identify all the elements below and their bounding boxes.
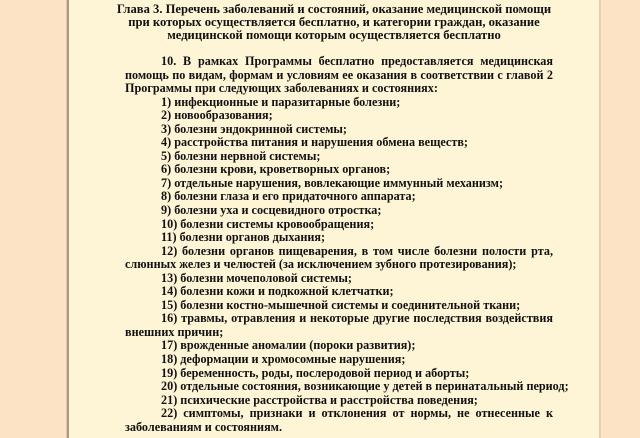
list-item: 10) болезни системы кровообращения; xyxy=(161,216,375,231)
list-item: 20) отдельные состояния, возникающие у детей в перинатальный период; xyxy=(161,379,569,394)
title-line-3: медицинской помощи которым осуществляется бесплатно xyxy=(167,28,501,43)
list-item: 22) симптомы, признаки и отклонения от нормы, не отнесенные к заболеваниям и состояниям. xyxy=(125,406,553,434)
list-item: 2) новообразования; xyxy=(161,108,273,123)
list-item: 16) травмы, отравления и некоторые другие последствия воздействия внешних причин; xyxy=(125,311,553,339)
list-item: 7) отдельные нарушения, вовлекающие иммунный механизм; xyxy=(161,175,504,190)
list-item: 6) болезни крови, кроветворных органов; xyxy=(161,162,391,177)
list-item: 12) болезни органов пищеварения, в том числе болезни полости рта, слюнных желез и челюстей (за исключением зубного протезирования); xyxy=(125,243,553,272)
list-item: 14) болезни кожи и подкожной клетчатки; xyxy=(161,284,394,299)
chapter-title xyxy=(69,3,599,43)
list-item: 21) психические расстройства и расстройства поведения; xyxy=(161,392,478,407)
list-item: 19) беременность, роды, послеродовой период и аборты; xyxy=(161,365,470,380)
list-item: 18) деформации и хромосомные нарушения; xyxy=(161,352,406,367)
list-item: 1) инфекционные и паразитарные болезни; xyxy=(161,94,401,109)
list-item: 3) болезни эндокринной системы; xyxy=(161,121,347,136)
intro-paragraph: 10. В рамках Программы бесплатно предоставляется медицинская помощь по видам, формам и условиям ее оказания в соответствии с главой 2 Программы при следующих заболеваниях и состояниях: xyxy=(125,54,553,96)
document-body xyxy=(125,54,569,434)
list-item: 13) болезни мочеполовой системы; xyxy=(161,270,352,285)
list-item: 5) болезни нервной системы; xyxy=(161,148,321,163)
list-item: 15) болезни костно-мышечной системы и соединительной ткани; xyxy=(161,297,521,312)
title-line-1: Глава 3. Перечень заболеваний и состояний, оказание медицинской помощи xyxy=(116,2,552,16)
document-page xyxy=(67,0,600,438)
list-item: 17) врожденные аномалии (пороки развития); xyxy=(161,338,416,353)
list-item: 8) болезни глаза и его придаточного аппарата; xyxy=(161,189,416,204)
title-line-2: при которых осуществляется бесплатно, и категории граждан, оказание xyxy=(128,15,540,30)
list-item: 11) болезни органов дыхания; xyxy=(161,230,326,245)
list-item: 4) расстройства питания и нарушения обмена веществ; xyxy=(161,135,468,150)
list-item: 9) болезни уха и сосцевидного отростка; xyxy=(161,203,382,218)
